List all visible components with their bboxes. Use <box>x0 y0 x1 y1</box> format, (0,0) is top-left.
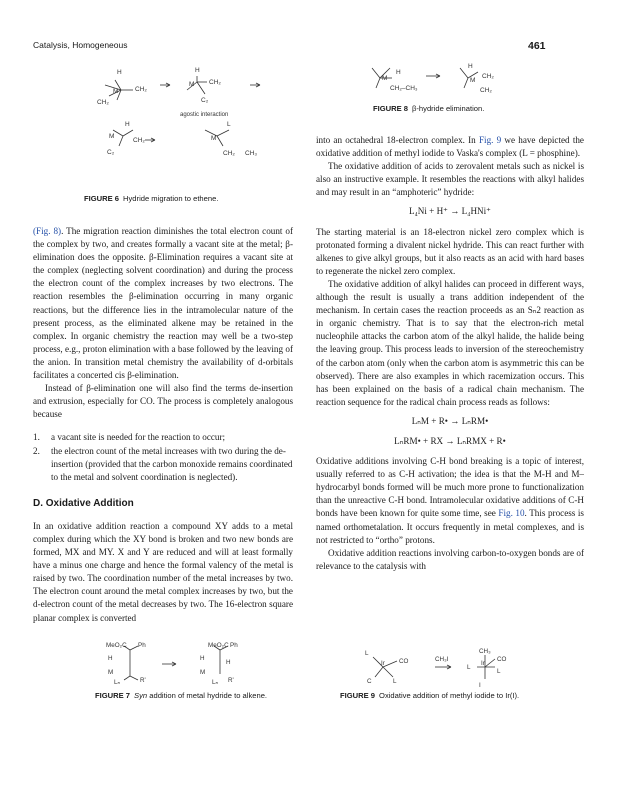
fig9-atom-label: C <box>367 678 372 685</box>
equation: L₄Ni + H⁺ → L₄HNi⁺ <box>409 206 491 217</box>
figure-10-link[interactable]: Fig. 10 <box>498 508 525 519</box>
fig6-atom-label: M <box>113 88 119 95</box>
fig8-atom-label: CH₂–CH₃ <box>390 85 418 92</box>
fig9-atom-label: L <box>365 650 369 657</box>
paragraph: (Fig. 8). The migration reaction diminishes the total electron count of the complex by two, and creates formally a vacant site at the metal; β-elimination does the opposite. β-Elimination requires a vacant site at the complex (neglecting solvent coordination) and during the process the electron count of the complex increases by two electrons. The reaction resembles the β-elimination occurring in many organic reactions, but the difference lies in the intramolecular nature of the present process, as the eliminated alkene may be retained in the complex. In organic chemistry the reaction may well be a two-step process, e.g., proton elimination with a base followed by the leaving of the anion. In transition metal chemistry the availability of d-orbitals facilitates a concerted cis β-elimination. <box>33 226 294 381</box>
fig7-atom-label: M <box>200 669 206 676</box>
fig6-atom-label: H <box>125 121 130 128</box>
page-number: 461 <box>528 40 546 52</box>
fig6-atom-label: M <box>211 135 217 142</box>
fig7-atom-label: MeO₂C <box>208 642 229 649</box>
figure-6-diagram <box>85 60 285 168</box>
fig8-atom-label: CH₂ <box>482 73 494 80</box>
fig9-atom-label: Ir <box>381 660 385 667</box>
figure-9-diagram <box>355 645 545 689</box>
paragraph: Instead of β-elimination one will also find the terms de-insertion and extrusion, especially for CO. The process is completely analogous because <box>33 383 293 420</box>
fig9-atom-label: L <box>467 664 471 671</box>
fig8-atom-label: M <box>470 77 476 84</box>
paragraph: The oxidative addition of acids to zerovalent metals such as nickel is also an instructive example. It resembles the reactions with alkyl halides and may result in an “amphoteric” hydride: <box>316 161 584 198</box>
fig6-atom-label: CH₂ <box>97 99 109 106</box>
fig7-atom-label: R' <box>228 677 234 684</box>
fig6-atom-label: C₂ <box>201 97 209 104</box>
equation: LₙM + R• → LₙRM• <box>411 415 489 426</box>
fig7-atom-label: Lₙ <box>114 679 121 686</box>
fig6-atom-label: CH₂ <box>223 150 235 157</box>
section-title: D. Oxidative Addition <box>33 497 134 509</box>
fig8-atom-label: H <box>468 63 473 70</box>
fig7-atom-label: Ph <box>230 642 238 649</box>
figure-8-caption: FIGURE 8 β-hydride elimination. <box>373 104 485 113</box>
paragraph: In an oxidative addition reaction a compound XY adds to a metal complex during which the XY bond is broken and two new bonds are formed, MX and MY. X and Y are reduced and will at least formally have a minus one charge and hence the formal valency of the metal is raised by two. The coordination number of the metal increases by two. The electron count around the metal complex increases by two, but the d-electron count of the metal decreases by two. The 16-electron square planar complex is converted <box>33 520 293 623</box>
fig6-atom-label: H <box>195 67 200 74</box>
fig6-atom-label: L <box>227 121 231 128</box>
equation: LₙRM• + RX → LₙRMX + R• <box>394 435 506 446</box>
paragraph: The oxidative addition of alkyl halides can proceed in different ways, although the result is usually a trans addition independent of the mechanism. In certain cases the reaction proceeds as an Sₙ2 reaction as in organic chemistry. That is to say that the electron-rich metal nucleophile attacks the carbon atom of the alkyl halide, the halide being the leaving group. This process leads to inversion of the stereochemistry of the carbon atom (only when the carbon atom is asymmetric this can be observed). There are also examples in which racemization occurs. This has been explained on the basis of a radical chain mechanism. The reaction sequence for the radical chain process reads as follows: <box>316 278 584 407</box>
fig7-atom-label: M <box>108 669 114 676</box>
figure-7-diagram <box>100 640 280 686</box>
figure-7-caption: FIGURE 7 Syn addition of metal hydride to alkene. <box>95 691 268 700</box>
running-title: Catalysis, Homogeneous <box>33 40 128 50</box>
paragraph: Oxidative addition reactions involving carbon-to-oxygen bonds are of relevance to the catalysis with <box>316 547 584 571</box>
fig6-atom-label: CH₂ <box>209 79 221 86</box>
fig9-atom-label: L <box>497 668 501 675</box>
figure-9-link[interactable]: Fig. 9 <box>478 135 502 145</box>
fig7-atom-label: MeO₂C <box>106 642 127 649</box>
fig9-atom-label: CH₃ <box>479 648 491 655</box>
fig7-atom-label: H <box>226 659 231 666</box>
fig9-atom-label: Ir <box>481 660 485 667</box>
fig7-atom-label: H <box>200 655 205 662</box>
fig7-atom-label: R' <box>140 677 146 684</box>
paragraph: Oxidative additions involving C-H bond breaking is a topic of interest, usually referred to as C-H activation; the idea is that the M-H and M–hydrocarbyl bonds formed will be much more prone to functionalization than the unreactive C-H bond. Intramolecular oxidative additions of C-H bonds have been known for quite some time, see Fig. 10. This process is named orthometalation. It occurs frequently in metal complexes, and is not restricted to “ortho” protons. <box>316 456 584 545</box>
figure-8-link[interactable]: (Fig. 8) <box>33 226 62 236</box>
list-item: 2. the electron count of the metal increases with two during the de-insertion (provided that the carbon monoxide remains coordinated to the metal and solvent coordination is neglected). <box>33 445 293 482</box>
fig9-atom-label: L <box>393 678 397 685</box>
fig6-atom-label: M <box>189 81 195 88</box>
fig6-atom-label: CH₂ <box>133 137 145 144</box>
fig7-atom-label: H <box>108 655 113 662</box>
paragraph: The starting material is an 18-electron nickel zero complex which is protonated forming a divalent nickel hydride. This can react further with alkenes to give alkyl groups, but it also reacts as an acid with hard bases to regenerate the nickel zero complex. <box>316 226 584 276</box>
fig6-atom-label: H <box>117 69 122 76</box>
left-column <box>33 225 293 625</box>
fig9-reagent-label: CH₃I <box>435 656 449 663</box>
fig8-atom-label: H <box>396 69 401 76</box>
list-item: 1. a vacant site is needed for the reaction to occur; <box>33 432 226 443</box>
fig6-atom-label: CH₃ <box>245 150 258 157</box>
fig6-agostic-label: agostic interaction <box>180 112 229 118</box>
fig9-atom-label: CO <box>399 658 409 665</box>
fig6-atom-label: M <box>109 133 115 140</box>
fig8-atom-label: CH₂ <box>480 87 492 94</box>
fig6-atom-label: CH₂ <box>135 86 147 93</box>
paragraph: into an octahedral 18-electron complex. In Fig. 9 we have depicted the oxidative addition of methyl iodide to Vaska's complex (L = phosphine). <box>316 135 584 159</box>
fig7-atom-label: Lₙ <box>212 679 219 686</box>
fig6-atom-label: C₂ <box>107 149 115 156</box>
figure-6-caption: FIGURE 6 Hydride migration to ethene. <box>84 194 219 203</box>
fig7-atom-label: Ph <box>138 642 146 649</box>
fig9-atom-label: I <box>479 682 481 689</box>
fig9-atom-label: CO <box>497 656 507 663</box>
figure-9-caption: FIGURE 9 Oxidative addition of methyl iodide to Ir(I). <box>340 691 520 700</box>
fig8-atom-label: M <box>382 75 388 82</box>
right-column <box>316 134 584 573</box>
figure-8-diagram <box>360 58 520 98</box>
